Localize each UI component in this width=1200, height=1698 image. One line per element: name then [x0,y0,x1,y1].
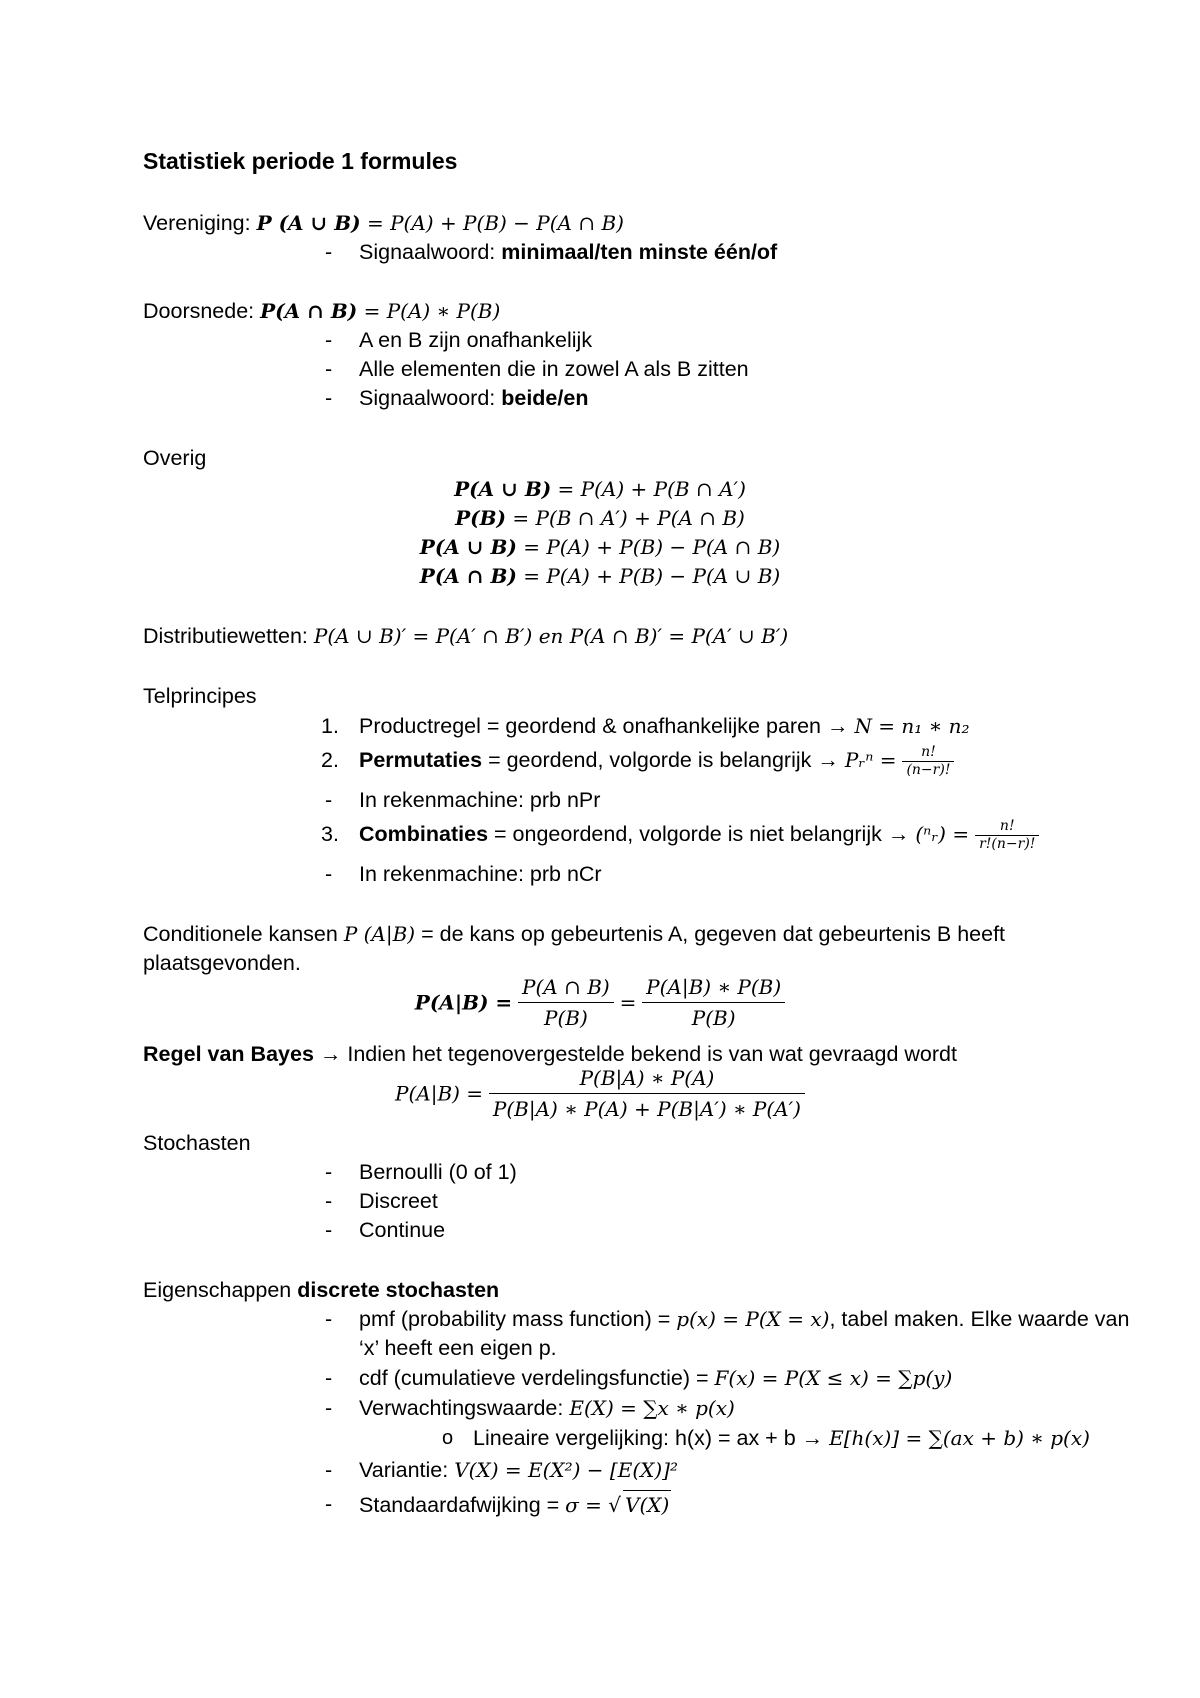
bullet-dash: - [325,1307,333,1331]
conditioneel-fraction-2: $\frac{P(A|B) ∗ P(B)}{P(B)}$ [642,972,785,1033]
doorsnede-item-1: A en B zijn onafhankelijk [359,328,593,352]
doorsnede-label: Doorsnede: [143,299,261,323]
bayes-fraction: $\frac{P(B|A) ∗ P(A)}{P(B|A) ∗ P(A) + P(B|A') ∗ P(A')}$ [489,1063,805,1124]
doorsnede-formula-lhs: P(A ∩ B) [260,299,358,323]
overig-formula-2: P(B) = P(B ∩ A′) + P(A ∩ B) [455,506,745,530]
overig-formula-3: P(A ∪ B) = P(A) + P(B) − P(A ∩ B) [419,535,781,559]
arrow-icon: → [826,714,849,738]
bullet-dash: - [325,788,333,812]
vereniging-label: Vereniging: [143,211,257,235]
vereniging-formula-rhs: = P(A) + P(B) − P(A ∩ B) [360,211,624,235]
signal-value: minimaal/ten minste één/of [501,240,778,264]
productregel-formula: N = n₁ ∗ n₂ [854,714,970,738]
bullet-dash: - [325,357,333,381]
overig-formula-4: P(A ∩ B) = P(A) + P(B) − P(A ∪ B) [419,564,781,588]
signal-value: beide/en [501,386,589,410]
bullet-dash: - [325,386,333,410]
arrow-icon: → [887,822,910,846]
telprincipes-label: Telprincipes [143,684,257,708]
item-number: 1. [321,714,339,738]
overig-formula-1: P(A ∪ B) = P(A) + P(B ∩ A′) [454,477,746,501]
bullet-dash: - [325,1160,333,1184]
combinatie-formula: (ⁿᵣ) = [915,822,970,846]
bayes-line: Regel van Bayes → Indien het tegenovergestelde bekend is van wat gevraagd wordt [143,1042,957,1066]
sd-formula: σ = [565,1493,609,1517]
vereniging-line [143,209,624,237]
ncr-hint: In rekenmachine: prb nCr [359,862,602,886]
signal-label: Signaalwoord: [359,386,502,410]
conditioneel-line-2: plaatsgevonden. [143,951,301,975]
permutatie-formula: Pᵣⁿ = [844,748,897,772]
bayes-label: Regel van Bayes [143,1042,314,1066]
bullet-dash: - [325,862,333,886]
conditioneel-lhs: P(A|B) = [414,990,513,1015]
distributie-line [143,622,788,650]
expectation-formula: E(X) = ∑x ∗ p(x) [569,1396,735,1420]
bullet-dash: - [325,1492,333,1516]
arrow-icon: → [817,748,839,772]
signal-label: Signaalwoord: [359,240,502,264]
linear-formula: E[h(x)] = ∑(ax + b) ∗ p(x) [829,1426,1090,1450]
permutatie-fraction: $\frac{n!}{(n-r)!}$ [902,744,954,779]
bullet-circle: o [442,1427,454,1449]
sqrt-icon: √ [608,1493,622,1517]
bullet-dash: - [325,1366,333,1390]
variance-formula: V(X) = E(X²) − [E(X)]² [454,1458,678,1482]
conditioneel-formula: P (A|B) [343,922,416,946]
conditioneel-fraction-1: $\frac{P(A \cap B)}{P(B)}$ [518,972,614,1033]
sd-radicand: V(X) [623,1490,671,1519]
overig-label: Overig [143,446,207,470]
doorsnede-item-2: Alle elementen die in zowel A als B zitten [359,357,749,381]
combinatie-fraction: $\frac{n!}{r!(n-r)!}$ [975,818,1039,853]
vereniging-formula-lhs: P (A ∪ B) [256,211,361,235]
bullet-dash: - [325,1458,333,1482]
document-page: Statistiek periode 1 formules Vereniging: P (A ∪ B) = P(A) + P(B) − P(A ∩ B) - Signaalwoord: minimaal/ten minste één/of Doorsnede: P(A ∩ B) = P(A) ∗ P(B) - A en B zijn onafhankelijk - Alle elementen die in zowel A als B zitten - Signaalwoord: beide/en Overig P(A ∪ B) = P(A) + P(B ∩ A′) P(B) = P(B ∩ A′) + P(A ∩ B) P(A ∪ B) = P(A) + P(B) − P(A ∩ B) P(A ∩ B) = P(A) + P(B) − P(A ∪ B) Distributiewetten: P(A ∪ B)′ = P(A′ ∩ B′) en P(A ∩ B)′ = P(A′ ∪ B′) Telprincipes 1. Productregel = geordend & onafhankelijke paren → N = n₁ ∗ n₂ 2. Permutaties = geordend, volgorde is belangrijk → Pᵣⁿ = $\frac{n!}{(n-r)!}$ - In rekenmachine: prb nPr 3. Combinaties = ongeordend, volgorde is niet belangrijk → (ⁿᵣ) = $\frac{n!}{r!(n-r)!}$ - In rekenmachine: prb nCr Conditionele kansen P (A|B) = de kans op gebeurtenis A, gegeven dat gebeurtenis B heeft plaatsgevonden. P(A|B) = $\frac{P(A \cap B)}{P(B)}$ = $\frac{P(A|B) ∗ P(B)}{P(B)}$ Regel van Bayes → Indien het tegenovergestelde bekend is van wat gevraagd wordt P(A|B) = $\frac{P(B|A) ∗ P(A)}{P(B|A) ∗ P(A) + P(B|A') ∗ P(A')}$ Stochasten - Bernoulli (0 of 1) - Discreet - Continue Eigenschappen discrete stochasten - pmf (probability mass function) = p(x) = P(X = x), tabel maken. Elke waarde van ‘x’ heeft een eigen p. - cdf (cumulatieve verdelingsfunctie) = F(x) = P(X ≤ x) = ∑p(y) - Verwachtingswaarde: E(X) = ∑x ∗ p(x) o Lineaire vergelijking: h(x) = ax + b → E[h(x)] = ∑(ax + b) ∗ p(x) - Variantie: V(X) = E(X²) − [E(X)]² - Standaardafwijking = σ = √ V(X) [0,0,1200,1698]
bullet-dash: - [325,1218,333,1242]
conditioneel-line-1: Conditionele kansen P (A|B) = de kans op gebeurtenis A, gegeven dat gebeurtenis B heeft [143,922,1006,946]
bayes-equation [0,1063,1200,1124]
pmf-formula: p(x) = P(X = x) [676,1307,830,1331]
item-number: 2. [321,748,339,772]
distributie-label: Distributiewetten: [143,624,314,648]
item-number: 3. [321,822,339,846]
arrow-icon: → [801,1426,824,1450]
doorsnede-line [143,297,500,325]
bullet-dash: - [325,1396,333,1420]
eigenschappen-label: Eigenschappen discrete stochasten [143,1278,500,1302]
conditioneel-equation: P(A|B) = $\frac{P(A \cap B)}{P(B)}$ = $\frac{P(A|B) ∗ P(B)}{P(B)}$ [0,972,1200,1033]
doorsnede-formula-rhs: = P(A) ∗ P(B) [357,299,501,323]
npr-hint: In rekenmachine: prb nPr [359,788,601,812]
bullet-dash: - [325,328,333,352]
page-title: Statistiek periode 1 formules [143,148,458,174]
distributie-formula: P(A ∪ B)′ = P(A′ ∩ B′) en P(A ∩ B)′ = P(A′ ∪ B′) [313,624,789,648]
cdf-formula: F(x) = P(X ≤ x) = ∑p(y) [714,1366,953,1390]
bayes-lhs: P(A|B) = [395,1081,484,1106]
bullet-dash: - [325,240,333,264]
bullet-dash: - [325,1189,333,1213]
arrow-icon: → [319,1042,342,1066]
stochasten-label: Stochasten [143,1131,251,1155]
